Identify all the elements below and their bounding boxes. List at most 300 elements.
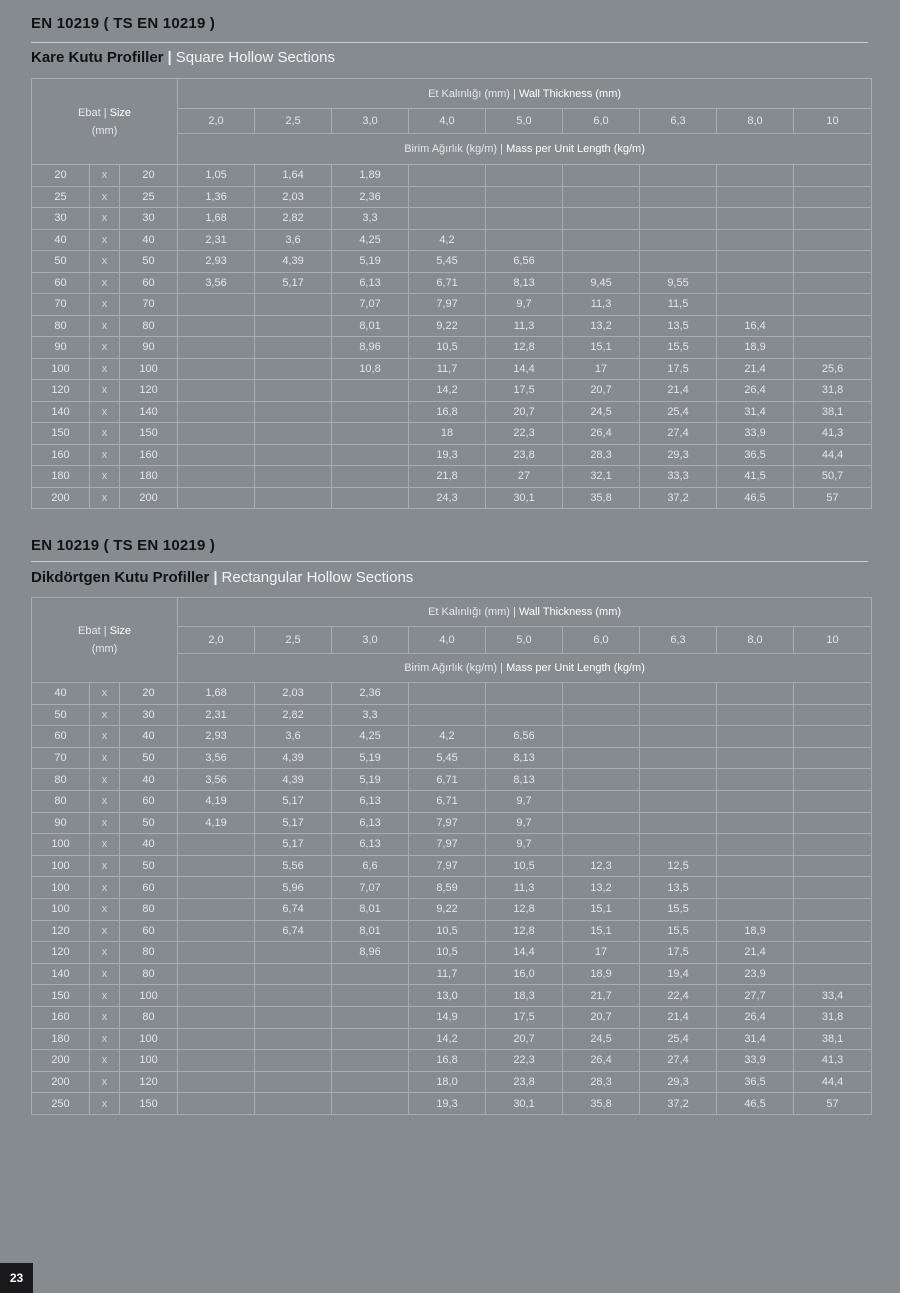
- size-height-cell: 80: [120, 942, 178, 964]
- size-height-cell: 20: [120, 683, 178, 705]
- size-height-cell: 60: [120, 877, 178, 899]
- mass-value-cell: 21,8: [409, 466, 486, 488]
- mass-value-cell: 10,5: [409, 920, 486, 942]
- size-width-cell: 40: [32, 229, 90, 251]
- size-height-cell: 120: [120, 1071, 178, 1093]
- mass-value-cell: [794, 920, 872, 942]
- mass-value-cell: 27: [486, 466, 563, 488]
- mass-value-cell: 30,1: [486, 1093, 563, 1115]
- mass-value-cell: 7,07: [332, 877, 409, 899]
- mass-value-cell: 9,55: [640, 272, 717, 294]
- mass-value-cell: 19,3: [409, 444, 486, 466]
- size-width-cell: 100: [32, 834, 90, 856]
- mass-value-cell: 9,22: [409, 898, 486, 920]
- thickness-value: 3,0: [332, 109, 409, 134]
- section-title-tr: Kare Kutu Profiller: [31, 49, 164, 66]
- size-times-cell: x: [90, 380, 120, 402]
- mass-value-cell: 2,93: [178, 726, 255, 748]
- mass-value-cell: [563, 186, 640, 208]
- size-times-cell: x: [90, 747, 120, 769]
- size-width-cell: 60: [32, 272, 90, 294]
- table-row: [32, 877, 872, 899]
- size-height-cell: 60: [120, 920, 178, 942]
- mass-value-cell: 35,8: [563, 1093, 640, 1115]
- mass-value-cell: 46,5: [717, 1093, 794, 1115]
- mass-value-cell: [717, 208, 794, 230]
- mass-value-cell: 6,13: [332, 272, 409, 294]
- mass-value-cell: 6,74: [255, 898, 332, 920]
- mass-value-cell: 8,96: [332, 337, 409, 359]
- mass-value-cell: [255, 1028, 332, 1050]
- mass-value-cell: [486, 186, 563, 208]
- mass-value-cell: 20,7: [486, 401, 563, 423]
- size-width-cell: 90: [32, 337, 90, 359]
- size-height-cell: 160: [120, 444, 178, 466]
- size-height-cell: 30: [120, 704, 178, 726]
- size-width-cell: 100: [32, 898, 90, 920]
- mass-value-cell: [563, 704, 640, 726]
- size-height-cell: 100: [120, 1028, 178, 1050]
- mass-value-cell: 14,2: [409, 380, 486, 402]
- mass-value-cell: 22,3: [486, 1050, 563, 1072]
- mass-value-cell: 3,6: [255, 726, 332, 748]
- mass-value-cell: [409, 165, 486, 187]
- mass-value-cell: [794, 726, 872, 748]
- table-row: [32, 1006, 872, 1028]
- size-height-cell: 100: [120, 358, 178, 380]
- mass-value-cell: 8,01: [332, 315, 409, 337]
- mass-value-cell: [332, 985, 409, 1007]
- size-times-cell: x: [90, 487, 120, 509]
- mass-value-cell: 12,5: [640, 855, 717, 877]
- size-times-cell: x: [90, 704, 120, 726]
- table-body: [32, 683, 872, 1115]
- mass-value-cell: 11,7: [409, 963, 486, 985]
- size-times-cell: x: [90, 315, 120, 337]
- mass-value-cell: [563, 812, 640, 834]
- mass-value-cell: [255, 444, 332, 466]
- mass-value-cell: 4,39: [255, 769, 332, 791]
- mass-value-cell: 33,9: [717, 423, 794, 445]
- size-height-cell: 140: [120, 401, 178, 423]
- mass-value-cell: 22,3: [486, 423, 563, 445]
- size-height-cell: 100: [120, 1050, 178, 1072]
- standard-heading: EN 10219 ( TS EN 10219 ): [31, 537, 216, 554]
- mass-value-cell: 25,6: [794, 358, 872, 380]
- thickness-value: 10: [794, 109, 872, 134]
- mass-value-cell: 44,4: [794, 444, 872, 466]
- rectangular-sections-table: [31, 597, 872, 1115]
- mass-value-cell: 9,7: [486, 294, 563, 316]
- size-header: Ebat | Size (mm): [32, 598, 178, 683]
- mass-header: Birim Ağırlık (kg/m) | Mass per Unit Length (kg/m): [178, 134, 872, 165]
- mass-value-cell: 9,7: [486, 834, 563, 856]
- mass-value-cell: 7,97: [409, 834, 486, 856]
- mass-value-cell: 4,39: [255, 747, 332, 769]
- size-height-cell: 120: [120, 380, 178, 402]
- title-separator: |: [213, 569, 218, 586]
- mass-value-cell: 12,8: [486, 898, 563, 920]
- mass-value-cell: 4,39: [255, 251, 332, 273]
- mass-value-cell: 27,4: [640, 423, 717, 445]
- size-width-cell: 250: [32, 1093, 90, 1115]
- size-height-cell: 50: [120, 747, 178, 769]
- mass-value-cell: 5,96: [255, 877, 332, 899]
- thickness-value: 5,0: [486, 109, 563, 134]
- mass-value-cell: 2,36: [332, 683, 409, 705]
- mass-value-cell: [794, 337, 872, 359]
- mass-value-cell: 14,4: [486, 358, 563, 380]
- mass-value-cell: [178, 834, 255, 856]
- mass-value-cell: [717, 726, 794, 748]
- mass-value-cell: 12,8: [486, 920, 563, 942]
- mass-value-cell: [409, 208, 486, 230]
- mass-value-cell: 8,13: [486, 747, 563, 769]
- table-row: [32, 790, 872, 812]
- mass-value-cell: [332, 466, 409, 488]
- mass-value-cell: [563, 229, 640, 251]
- mass-value-cell: 30,1: [486, 487, 563, 509]
- mass-value-cell: [178, 877, 255, 899]
- mass-value-cell: 1,68: [178, 208, 255, 230]
- mass-value-cell: 37,2: [640, 1093, 717, 1115]
- mass-value-cell: [640, 769, 717, 791]
- size-height-cell: 60: [120, 272, 178, 294]
- section-title-en: Rectangular Hollow Sections: [221, 569, 414, 586]
- mass-value-cell: 33,3: [640, 466, 717, 488]
- size-width-cell: 80: [32, 790, 90, 812]
- mass-value-cell: 1,64: [255, 165, 332, 187]
- mass-value-cell: [794, 898, 872, 920]
- size-width-cell: 50: [32, 251, 90, 273]
- size-height-cell: 90: [120, 337, 178, 359]
- size-height-cell: 150: [120, 1093, 178, 1115]
- mass-value-cell: 36,5: [717, 444, 794, 466]
- size-width-cell: 70: [32, 747, 90, 769]
- table-row: [32, 1050, 872, 1072]
- size-times-cell: x: [90, 812, 120, 834]
- mass-value-cell: [794, 877, 872, 899]
- mass-value-cell: [178, 401, 255, 423]
- mass-value-cell: 14,2: [409, 1028, 486, 1050]
- mass-value-cell: 5,19: [332, 747, 409, 769]
- mass-value-cell: 5,17: [255, 834, 332, 856]
- mass-value-cell: [486, 683, 563, 705]
- size-height-cell: 80: [120, 1006, 178, 1028]
- mass-value-cell: 11,3: [563, 294, 640, 316]
- size-height-cell: 180: [120, 466, 178, 488]
- mass-value-cell: [794, 704, 872, 726]
- mass-value-cell: 33,4: [794, 985, 872, 1007]
- size-width-cell: 80: [32, 315, 90, 337]
- mass-value-cell: 9,22: [409, 315, 486, 337]
- mass-value-cell: [563, 769, 640, 791]
- table-row: [32, 294, 872, 316]
- size-width-cell: 160: [32, 444, 90, 466]
- mass-value-cell: 19,3: [409, 1093, 486, 1115]
- divider: [31, 42, 868, 43]
- table-row: [32, 834, 872, 856]
- mass-value-cell: [255, 466, 332, 488]
- size-height-cell: 60: [120, 790, 178, 812]
- table-row: [32, 812, 872, 834]
- mass-value-cell: 15,5: [640, 337, 717, 359]
- mass-value-cell: [640, 683, 717, 705]
- mass-value-cell: [717, 683, 794, 705]
- mass-value-cell: 25,4: [640, 1028, 717, 1050]
- mass-value-cell: 20,7: [563, 1006, 640, 1028]
- size-height-cell: 25: [120, 186, 178, 208]
- size-height-cell: 40: [120, 769, 178, 791]
- size-times-cell: x: [90, 294, 120, 316]
- table-row: [32, 1093, 872, 1115]
- mass-value-cell: 3,56: [178, 272, 255, 294]
- mass-value-cell: 41,3: [794, 423, 872, 445]
- mass-value-cell: 8,96: [332, 942, 409, 964]
- size-width-cell: 200: [32, 487, 90, 509]
- size-times-cell: x: [90, 1093, 120, 1115]
- size-width-cell: 180: [32, 1028, 90, 1050]
- size-width-cell: 200: [32, 1071, 90, 1093]
- section-title-tr: Dikdörtgen Kutu Profiller: [31, 569, 210, 586]
- mass-value-cell: 24,5: [563, 401, 640, 423]
- table-row: [32, 251, 872, 273]
- mass-value-cell: [640, 726, 717, 748]
- mass-value-cell: [255, 401, 332, 423]
- mass-value-cell: [640, 790, 717, 812]
- mass-value-cell: 18: [409, 423, 486, 445]
- table-row: [32, 726, 872, 748]
- size-times-cell: x: [90, 920, 120, 942]
- size-width-cell: 70: [32, 294, 90, 316]
- table-row: [32, 165, 872, 187]
- mass-value-cell: [563, 790, 640, 812]
- mass-value-cell: 2,31: [178, 704, 255, 726]
- mass-value-cell: [178, 920, 255, 942]
- size-times-cell: x: [90, 790, 120, 812]
- size-times-cell: x: [90, 963, 120, 985]
- mass-value-cell: 7,07: [332, 294, 409, 316]
- mass-value-cell: 6,13: [332, 812, 409, 834]
- size-header: Ebat | Size (mm): [32, 79, 178, 165]
- size-times-cell: x: [90, 1028, 120, 1050]
- mass-value-cell: [640, 186, 717, 208]
- mass-value-cell: 11,7: [409, 358, 486, 380]
- mass-value-cell: [178, 315, 255, 337]
- size-times-cell: x: [90, 1071, 120, 1093]
- table-row: [32, 401, 872, 423]
- mass-value-cell: 10,5: [409, 942, 486, 964]
- table-row: [32, 855, 872, 877]
- mass-value-cell: 6,71: [409, 769, 486, 791]
- square-sections-table: [31, 78, 872, 509]
- mass-value-cell: 41,3: [794, 1050, 872, 1072]
- mass-value-cell: 7,97: [409, 812, 486, 834]
- mass-value-cell: [717, 812, 794, 834]
- mass-value-cell: 2,93: [178, 251, 255, 273]
- table-row: [32, 229, 872, 251]
- mass-value-cell: [332, 1050, 409, 1072]
- mass-value-cell: 6,56: [486, 726, 563, 748]
- table-row: [32, 423, 872, 445]
- mass-value-cell: [717, 769, 794, 791]
- size-times-cell: x: [90, 401, 120, 423]
- mass-value-cell: [794, 208, 872, 230]
- mass-value-cell: 31,4: [717, 1028, 794, 1050]
- table-row: [32, 898, 872, 920]
- size-times-cell: x: [90, 769, 120, 791]
- table-row: [32, 747, 872, 769]
- mass-value-cell: [794, 272, 872, 294]
- mass-value-cell: [255, 380, 332, 402]
- title-separator: |: [167, 49, 172, 66]
- mass-value-cell: 38,1: [794, 401, 872, 423]
- mass-value-cell: 27,7: [717, 985, 794, 1007]
- mass-value-cell: 37,2: [640, 487, 717, 509]
- table-row: [32, 1071, 872, 1093]
- size-height-cell: 150: [120, 423, 178, 445]
- mass-value-cell: 27,4: [640, 1050, 717, 1072]
- mass-value-cell: [794, 812, 872, 834]
- mass-value-cell: 8,01: [332, 920, 409, 942]
- table-row: [32, 920, 872, 942]
- mass-value-cell: 21,4: [717, 358, 794, 380]
- mass-value-cell: [794, 186, 872, 208]
- mass-value-cell: [255, 315, 332, 337]
- size-times-cell: x: [90, 444, 120, 466]
- mass-value-cell: 11,3: [486, 315, 563, 337]
- mass-value-cell: [717, 272, 794, 294]
- mass-value-cell: [255, 963, 332, 985]
- thickness-value: 2,5: [255, 109, 332, 134]
- size-height-cell: 40: [120, 834, 178, 856]
- size-width-cell: 120: [32, 920, 90, 942]
- table-row: [32, 704, 872, 726]
- size-times-cell: x: [90, 165, 120, 187]
- mass-value-cell: [178, 380, 255, 402]
- table-header: [32, 79, 872, 165]
- mass-value-cell: 6,13: [332, 790, 409, 812]
- mass-value-cell: 15,5: [640, 898, 717, 920]
- mass-value-cell: [178, 358, 255, 380]
- mass-value-cell: 36,5: [717, 1071, 794, 1093]
- mass-value-cell: 3,56: [178, 769, 255, 791]
- mass-value-cell: 13,5: [640, 877, 717, 899]
- mass-value-cell: 4,25: [332, 229, 409, 251]
- mass-value-cell: 16,4: [717, 315, 794, 337]
- size-times-cell: x: [90, 208, 120, 230]
- mass-value-cell: [794, 942, 872, 964]
- mass-value-cell: 23,8: [486, 444, 563, 466]
- mass-value-cell: [794, 251, 872, 273]
- mass-value-cell: [794, 294, 872, 316]
- mass-value-cell: [332, 401, 409, 423]
- mass-value-cell: 26,4: [717, 380, 794, 402]
- thickness-header: Et Kalınlığı (mm) | Wall Thickness (mm): [178, 79, 872, 109]
- size-width-cell: 25: [32, 186, 90, 208]
- mass-value-cell: [255, 294, 332, 316]
- thickness-value: 4,0: [409, 627, 486, 654]
- mass-value-cell: [640, 747, 717, 769]
- mass-value-cell: [178, 466, 255, 488]
- mass-value-cell: [486, 704, 563, 726]
- mass-value-cell: 1,05: [178, 165, 255, 187]
- mass-value-cell: 8,13: [486, 272, 563, 294]
- size-height-cell: 50: [120, 251, 178, 273]
- mass-value-cell: [178, 985, 255, 1007]
- divider: [31, 561, 868, 562]
- mass-value-cell: 2,03: [255, 186, 332, 208]
- mass-value-cell: 12,3: [563, 855, 640, 877]
- mass-value-cell: 18,0: [409, 1071, 486, 1093]
- size-times-cell: x: [90, 942, 120, 964]
- mass-value-cell: 15,5: [640, 920, 717, 942]
- thickness-value: 8,0: [717, 109, 794, 134]
- mass-value-cell: 13,0: [409, 985, 486, 1007]
- table-row: [32, 985, 872, 1007]
- mass-value-cell: 8,59: [409, 877, 486, 899]
- mass-value-cell: 3,3: [332, 208, 409, 230]
- table-row: [32, 208, 872, 230]
- mass-value-cell: 17,5: [486, 1006, 563, 1028]
- size-height-cell: 100: [120, 985, 178, 1007]
- size-width-cell: 140: [32, 401, 90, 423]
- table-row: [32, 380, 872, 402]
- mass-value-cell: 4,2: [409, 229, 486, 251]
- mass-value-cell: [640, 251, 717, 273]
- mass-value-cell: [332, 380, 409, 402]
- mass-value-cell: [255, 358, 332, 380]
- mass-value-cell: [178, 423, 255, 445]
- size-times-cell: x: [90, 898, 120, 920]
- mass-value-cell: [178, 294, 255, 316]
- mass-value-cell: [332, 1093, 409, 1115]
- mass-value-cell: [255, 487, 332, 509]
- size-times-cell: x: [90, 1006, 120, 1028]
- mass-value-cell: 33,9: [717, 1050, 794, 1072]
- mass-value-cell: 25,4: [640, 401, 717, 423]
- mass-value-cell: 10,5: [486, 855, 563, 877]
- mass-value-cell: [178, 963, 255, 985]
- mass-value-cell: [255, 1006, 332, 1028]
- thickness-value: 2,0: [178, 109, 255, 134]
- mass-value-cell: 8,13: [486, 769, 563, 791]
- table-row: [32, 683, 872, 705]
- thickness-value: 8,0: [717, 627, 794, 654]
- mass-value-cell: [178, 337, 255, 359]
- mass-value-cell: [717, 747, 794, 769]
- mass-value-cell: 44,4: [794, 1071, 872, 1093]
- mass-value-cell: 38,1: [794, 1028, 872, 1050]
- mass-value-cell: 18,3: [486, 985, 563, 1007]
- mass-value-cell: [332, 423, 409, 445]
- mass-value-cell: [178, 1071, 255, 1093]
- mass-value-cell: [332, 487, 409, 509]
- mass-value-cell: 5,45: [409, 251, 486, 273]
- mass-value-cell: 17: [563, 942, 640, 964]
- mass-value-cell: 5,17: [255, 272, 332, 294]
- mass-value-cell: 15,1: [563, 898, 640, 920]
- mass-value-cell: 21,4: [640, 380, 717, 402]
- mass-value-cell: 57: [794, 1093, 872, 1115]
- mass-value-cell: [409, 683, 486, 705]
- mass-value-cell: [332, 1006, 409, 1028]
- mass-value-cell: [563, 165, 640, 187]
- size-width-cell: 100: [32, 877, 90, 899]
- mass-value-cell: [794, 855, 872, 877]
- mass-value-cell: 8,01: [332, 898, 409, 920]
- mass-value-cell: 24,3: [409, 487, 486, 509]
